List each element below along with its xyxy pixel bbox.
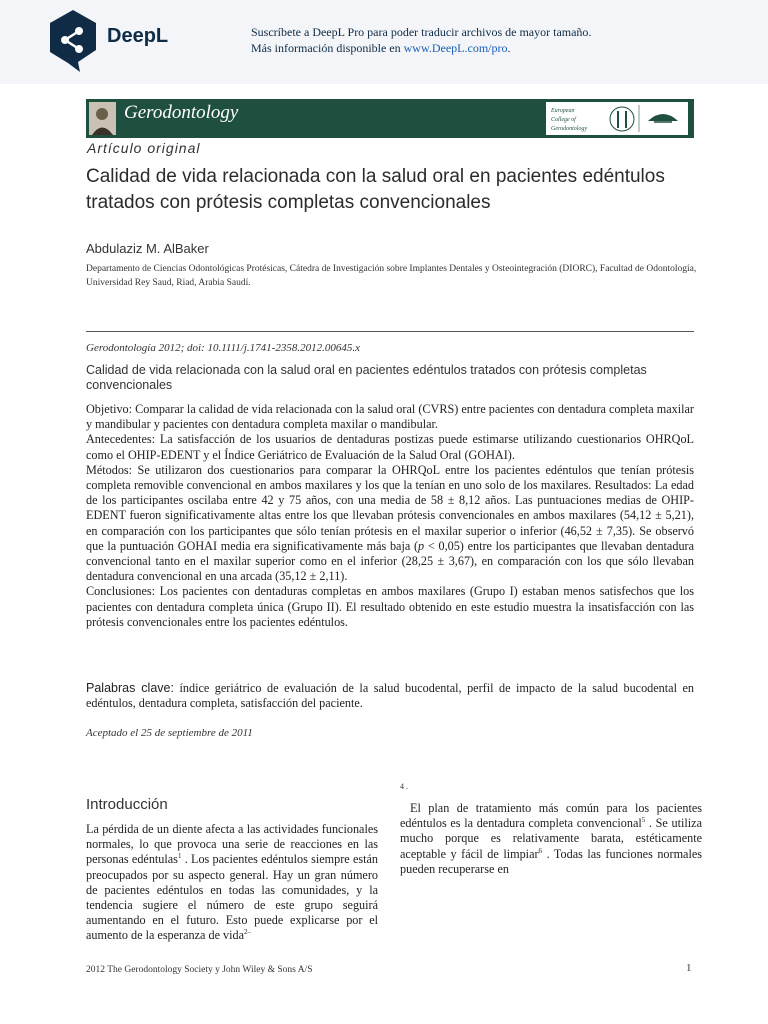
divider	[86, 331, 694, 332]
svg-text:European: European	[551, 108, 575, 114]
promo-line-2-prefix: Más información disponible en	[251, 41, 404, 55]
portrait-icon	[89, 102, 116, 135]
reference-sup: 1	[177, 852, 182, 861]
footer-copyright: 2012 The Gerodontology Society y John Wiley & Sons A/S	[86, 965, 313, 975]
reference-sup: 6	[538, 846, 543, 855]
reference-sup: 5	[641, 816, 646, 825]
section-heading-introduccion: Introducción	[86, 796, 168, 813]
paragraph-text: . Todas las funciones normales pueden recuperarse en	[400, 846, 703, 876]
abstract	[86, 402, 694, 630]
page-number: 1	[686, 962, 692, 974]
paragraph-text: El plan de tratamiento más común para los pacientes edéntulos es la dentadura completa convencional	[400, 801, 702, 831]
accepted-date: Aceptado el 25 de septiembre de 2011	[86, 727, 253, 739]
svg-text:Gerodontology: Gerodontology	[551, 126, 588, 132]
p-value-symbol: p	[418, 538, 425, 553]
paragraph	[86, 822, 378, 944]
society-logos	[546, 102, 688, 135]
deepl-logo-text[interactable]: DeepL	[107, 25, 169, 47]
abstract-metodos-part2: < 0,05) entre los participantes que llevaban dentadura convencional tanto en el maxilar superior como en el inferior (28,25 ± 3,67), en comparación con los que sólo llevaban dentadura convencional en una arcada (35,12 ± 2,11).	[86, 538, 695, 584]
article-type: Artículo original	[87, 140, 201, 156]
promo-text	[251, 24, 591, 56]
society-emblem-icon	[546, 102, 688, 135]
abstract-objetivo: Objetivo: Comparar la calidad de vida relacionada con la salud oral (CVRS) entre pacientes con dentadura completa maxilar y mandibular y pacientes con dentadura completa maxilar o mandibular.	[86, 402, 694, 432]
svg-text:College of: College of	[551, 117, 576, 123]
abstract-metodos	[86, 463, 694, 585]
deepl-banner	[0, 0, 768, 84]
paragraph-text: La pérdida de un diente afecta a las actividades funcionales normales, lo que provoca una serie de reacciones en las personas edéntulas	[86, 822, 378, 867]
deepl-logo-icon[interactable]	[48, 10, 98, 72]
paragraph	[400, 801, 702, 877]
promo-line-2-suffix: .	[507, 41, 511, 55]
author-affiliation: Departamento de Ciencias Odontológicas Protésicas, Cátedra de Investigación sobre Implantes Dentales y Osteointegración (DIORC), Facultad de Odontología, Universidad Rey Saud, Riad, Arabia Saudí.	[86, 264, 697, 288]
abstract-conclusiones: Conclusiones: Los pacientes con dentaduras completas en ambos maxilares (Grupo I) estaban menos satisfechos que los pacientes con dentadura completa única (Grupo II). El resultado obtenido en este estudio muestra la insatisfacción con las prótesis convencionales entre los pacientes edéntulos.	[86, 584, 694, 629]
paragraph-text: . Los pacientes edéntulos siempre están preocupados por su aspecto general. Hay un gran número de pacientes edéntulos en todas las comunidades, y la tendencia sugiere el número de este grupo seguirá aumentando en el futuro. Esto puede explicarse por el aumento de la esperanza de vida	[86, 852, 379, 943]
keywords	[86, 681, 694, 711]
citation: Gerodontología 2012; doi: 10.1111/j.1741-2358.2012.00645.x	[86, 342, 360, 354]
reference-continuation: 4 .	[400, 782, 408, 791]
article-title: Calidad de vida relacionada con la salud oral en pacientes edéntulos tratados con prótesis completas convencionales	[86, 166, 665, 213]
author-name: Abdulaziz M. AlBaker	[86, 241, 209, 256]
deepl-pro-link[interactable]: www.DeepL.com/pro	[403, 41, 508, 55]
abstract-antecedentes: Antecedentes: La satisfacción de los usuarios de dentaduras postizas puede estimarse utilizando cuestionarios OHRQoL como el OHIP-EDENT y el Índice Geriátrico de Evaluación de la Salud Oral (GOHAI).	[86, 432, 694, 462]
abstract-title: Calidad de vida relacionada con la salud oral en pacientes edéntulos tratados con prótesis completas convencionales	[86, 363, 647, 392]
promo-line-1: Suscríbete a DeepL Pro para poder traducir archivos de mayor tamaño.	[251, 25, 592, 39]
body-column-right	[400, 801, 702, 877]
journal-header	[86, 99, 694, 138]
abstract-metodos-part1: Métodos: Se utilizaron dos cuestionarios para comparar la OHRQoL entre los pacientes edéntulos que tenían prótesis completa removible convencional en ambos maxilares y los que la tenían en uno solo de los maxilares. Resultados: La edad de los participantes oscilaba entre 42 y 75 años, con una media de 58 ± 8,12 años. Las puntuaciones medias de OHIP-EDENT fueron significativamente altas entre los que llevaban prótesis convencionales en ambos maxilares (54,12 ± 5,21), en comparación con los participantes que sólo tenían prótesis en el maxilar superior o inferior (46,52 ± 7,35). Se observó que la puntuación GOHAI media era significativamente más baja (	[86, 462, 694, 553]
journal-title: Gerodontology	[124, 102, 239, 123]
body-column-left	[86, 822, 378, 944]
keywords-text: índice geriátrico de evaluación de la salud bucodental, perfil de impacto de la salud bucodental en edéntulos, dentadura completa, satisfacción del paciente.	[86, 681, 694, 711]
promo-line-2	[251, 40, 591, 56]
keywords-label: Palabras clave:	[86, 681, 174, 695]
reference-sup: 2–	[244, 928, 252, 937]
paragraph-text: . Se utiliza mucho porque es relativamente barata, estéticamente aceptable y fácil de limpiar	[400, 816, 702, 861]
